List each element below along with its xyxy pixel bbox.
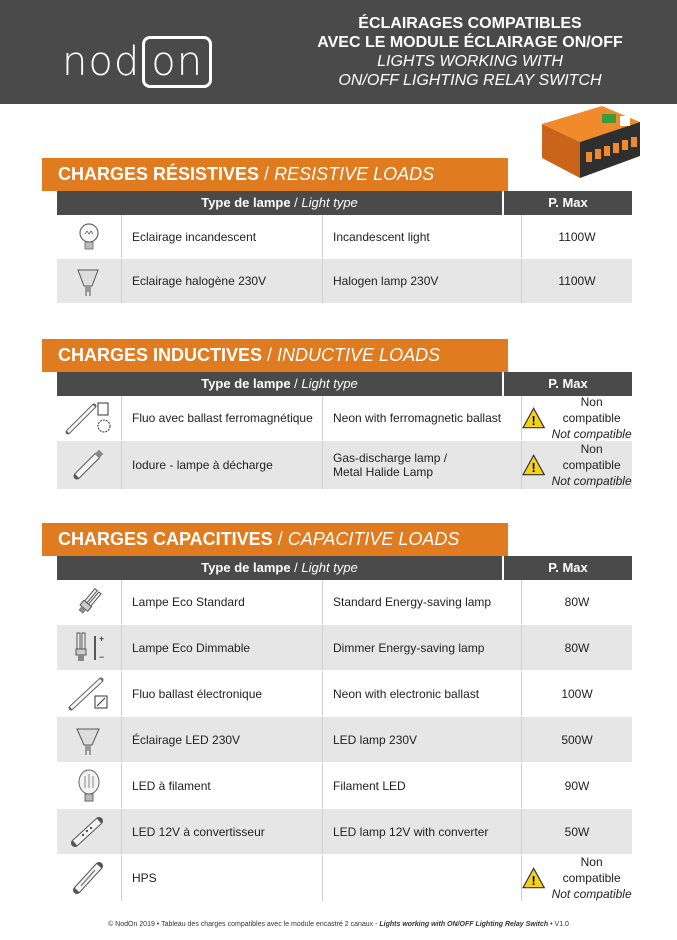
table-row [57, 259, 632, 304]
row-pmax: 90W [564, 778, 590, 793]
footer-text: © NodOn 2019 • Tableau des charges compatibles avec le module encastré 2 canaux - [108, 921, 378, 928]
table-header: Type de lampe / Light type P. Max [57, 191, 632, 215]
relay-module-image [532, 96, 644, 182]
incandescent-bulb-icon [57, 215, 122, 258]
row-label-en [323, 855, 522, 901]
table-row [57, 717, 632, 763]
table-row [57, 580, 632, 625]
row-label-en: LED lamp 230V [323, 717, 522, 762]
table-inductive [57, 372, 632, 490]
row-label-en: Dimmer Energy-saving lamp [323, 625, 522, 670]
svg-text:!: ! [531, 413, 536, 428]
warning-icon [522, 454, 545, 476]
row-pmax: 50W [564, 824, 590, 839]
row-pmax: 80W [564, 595, 590, 609]
row-pmax: 500W [561, 732, 593, 747]
row-label-fr: Lampe Eco Standard [122, 580, 323, 624]
row-label-fr: Fluo ballast électronique [122, 671, 323, 716]
not-compatible-fr: Non compatible [562, 395, 621, 425]
row-label-en: Incandescent light [323, 215, 522, 258]
title-fr-line2: AVEC LE MODULE ÉCLAIRAGE ON/OFF [317, 34, 623, 51]
section-title-inductive: CHARGES INDUCTIVES / INDUCTIVE LOADS [42, 339, 508, 372]
title-fr-line1: ÉCLAIRAGES COMPATIBLES [358, 15, 582, 32]
table-row [57, 671, 632, 717]
row-pmax: 100W [561, 686, 593, 701]
section-title-resistive: CHARGES RÉSISTIVES / RESISTIVE LOADS [42, 158, 508, 191]
header-type-fr: Type de lampe [201, 195, 291, 210]
row-pmax-not-compatible: ! Non compatible Not compatible [522, 855, 632, 901]
logo-text-on: on [142, 36, 212, 88]
header-pmax: P. Max [548, 195, 588, 210]
fluo-electronic-ballast-icon [57, 671, 122, 716]
row-label-fr: Éclairage LED 230V [122, 717, 323, 762]
section-title-capacitive: CHARGES CAPACITIVES / CAPACITIVE LOADS [42, 523, 508, 556]
row-label-en: Standard Energy-saving lamp [323, 580, 522, 624]
table-row [57, 441, 632, 490]
eco-bulb-icon [57, 580, 122, 624]
nodon-logo [62, 36, 212, 88]
warning-icon [522, 407, 545, 429]
logo-text-nod: nod [62, 39, 141, 85]
svg-text:!: ! [531, 460, 536, 475]
table-row [57, 809, 632, 855]
page-footer [0, 921, 677, 928]
title-en-line1: LIGHTS WORKING WITH [377, 53, 563, 70]
table-row [57, 625, 632, 671]
svg-text:−: − [99, 651, 105, 662]
row-pmax: 1100W [558, 229, 596, 244]
row-label-en: Neon with electronic ballast [323, 671, 522, 716]
metal-halide-lamp-icon [57, 441, 122, 489]
table-resistive [57, 191, 632, 304]
led-spot-icon [57, 717, 122, 762]
svg-text:!: ! [531, 873, 536, 888]
row-label-fr: Fluo avec ballast ferromagnétique [122, 396, 323, 440]
warning-icon [522, 867, 545, 889]
row-label-fr: LED à filament [122, 763, 323, 808]
title-en-line2: ON/OFF LIGHTING RELAY SWITCH [338, 72, 602, 89]
row-label-fr: HPS [122, 855, 323, 901]
row-pmax-not-compatible: ! Non compatible Not compatible [522, 441, 632, 489]
row-label-fr: Eclairage incandescent [122, 215, 323, 258]
not-compatible-en: Not compatible [551, 427, 632, 441]
header-title [265, 14, 675, 90]
footer-text-en: Lights working with ON/OFF Lighting Relay Switch [379, 921, 549, 928]
header-type-en: Light type [301, 195, 358, 210]
fluo-tube-ferromagnetic-icon [57, 396, 122, 440]
led-12v-converter-icon [57, 809, 122, 854]
filament-bulb-icon [57, 763, 122, 808]
row-label-en: LED lamp 12V with converter [323, 809, 522, 854]
row-label-fr: Eclairage halogène 230V [122, 259, 323, 303]
table-row [57, 215, 632, 259]
page-header [0, 0, 677, 104]
eco-dimmable-bulb-icon [57, 625, 122, 670]
row-pmax-not-compatible [522, 396, 632, 440]
row-label-fr: Lampe Eco Dimmable [122, 625, 323, 670]
row-label-fr: Iodure - lampe à décharge [122, 441, 323, 489]
svg-text:+: + [99, 633, 105, 644]
halogen-spot-icon [57, 259, 122, 303]
hps-lamp-icon [57, 855, 122, 901]
row-label-en: Neon with ferromagnetic ballast [323, 396, 522, 440]
row-pmax: 80W [564, 640, 590, 655]
table-row [57, 396, 632, 441]
table-row [57, 855, 632, 902]
table-capacitive [57, 556, 632, 902]
row-label-fr: LED 12V à convertisseur [122, 809, 323, 854]
footer-version: • V1.0 [550, 921, 569, 928]
row-label-en: Gas-discharge lamp / Metal Halide Lamp [323, 441, 522, 489]
row-pmax: 1100W [558, 274, 596, 288]
row-label-en: Filament LED [323, 763, 522, 808]
row-label-en: Halogen lamp 230V [323, 259, 522, 303]
table-header: Type de lampe / Light type P. Max [57, 556, 632, 580]
table-row [57, 763, 632, 809]
table-header: Type de lampe / Light type P. Max [57, 372, 632, 396]
